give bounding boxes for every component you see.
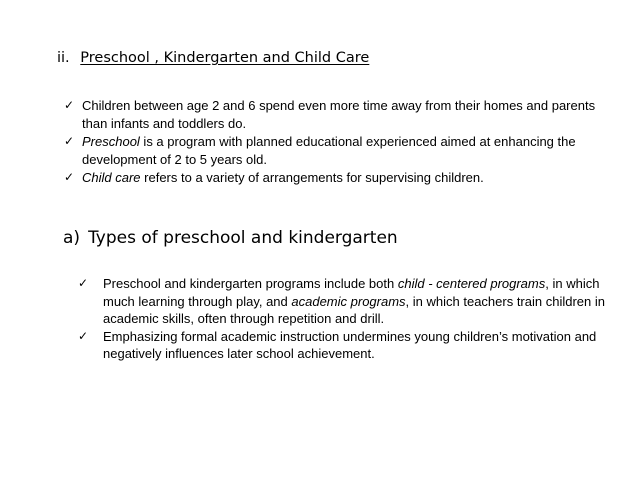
subsection-heading [63, 228, 603, 248]
bullet-term: academic programs [291, 293, 406, 309]
bullet-text: Preschool and kindergarten programs include both [103, 276, 398, 291]
list-item [64, 169, 614, 187]
types-bullet-list [78, 275, 608, 363]
bullet-term: Preschool [82, 134, 140, 150]
bullet-term: Child care [82, 170, 141, 186]
checkmark-icon: ✓ [64, 170, 75, 185]
bullet-text: , in which teachers train children in academic skills, often through repetition and drill. [103, 293, 605, 327]
checkmark-icon: ✓ [78, 328, 89, 343]
intro-bullet-list [64, 97, 614, 188]
bullet-term: child - centered programs [397, 276, 546, 291]
list-item [64, 97, 614, 132]
bullet-text: Emphasizing formal academic instruction undermines young children’s motivation and negatively influences later school achievement. [103, 328, 597, 362]
subsection-letter: a) [63, 228, 81, 248]
bullet-text: , in which much learning through play, and [103, 276, 600, 309]
checkmark-icon: ✓ [78, 276, 89, 290]
subsection-title: Types of preschool and kindergarten [88, 228, 398, 248]
section-heading [57, 50, 617, 66]
checkmark-icon: ✓ [64, 134, 75, 149]
section-title: Preschool , Kindergarten and Child Care [80, 50, 370, 66]
list-item [78, 275, 608, 328]
list-item [64, 133, 614, 168]
bullet-text: Children between age 2 and 6 spend even more time away from their homes and parents than infants and toddlers do. [82, 98, 596, 131]
checkmark-icon: ✓ [64, 98, 75, 112]
section-number: ii. [57, 50, 70, 66]
bullet-text: is a program with planned educational experienced aimed at enhancing the development of 2 to 5 years old. [82, 134, 576, 167]
bullet-text: refers to a variety of arrangements for supervising children. [140, 170, 484, 186]
list-item [78, 328, 608, 363]
